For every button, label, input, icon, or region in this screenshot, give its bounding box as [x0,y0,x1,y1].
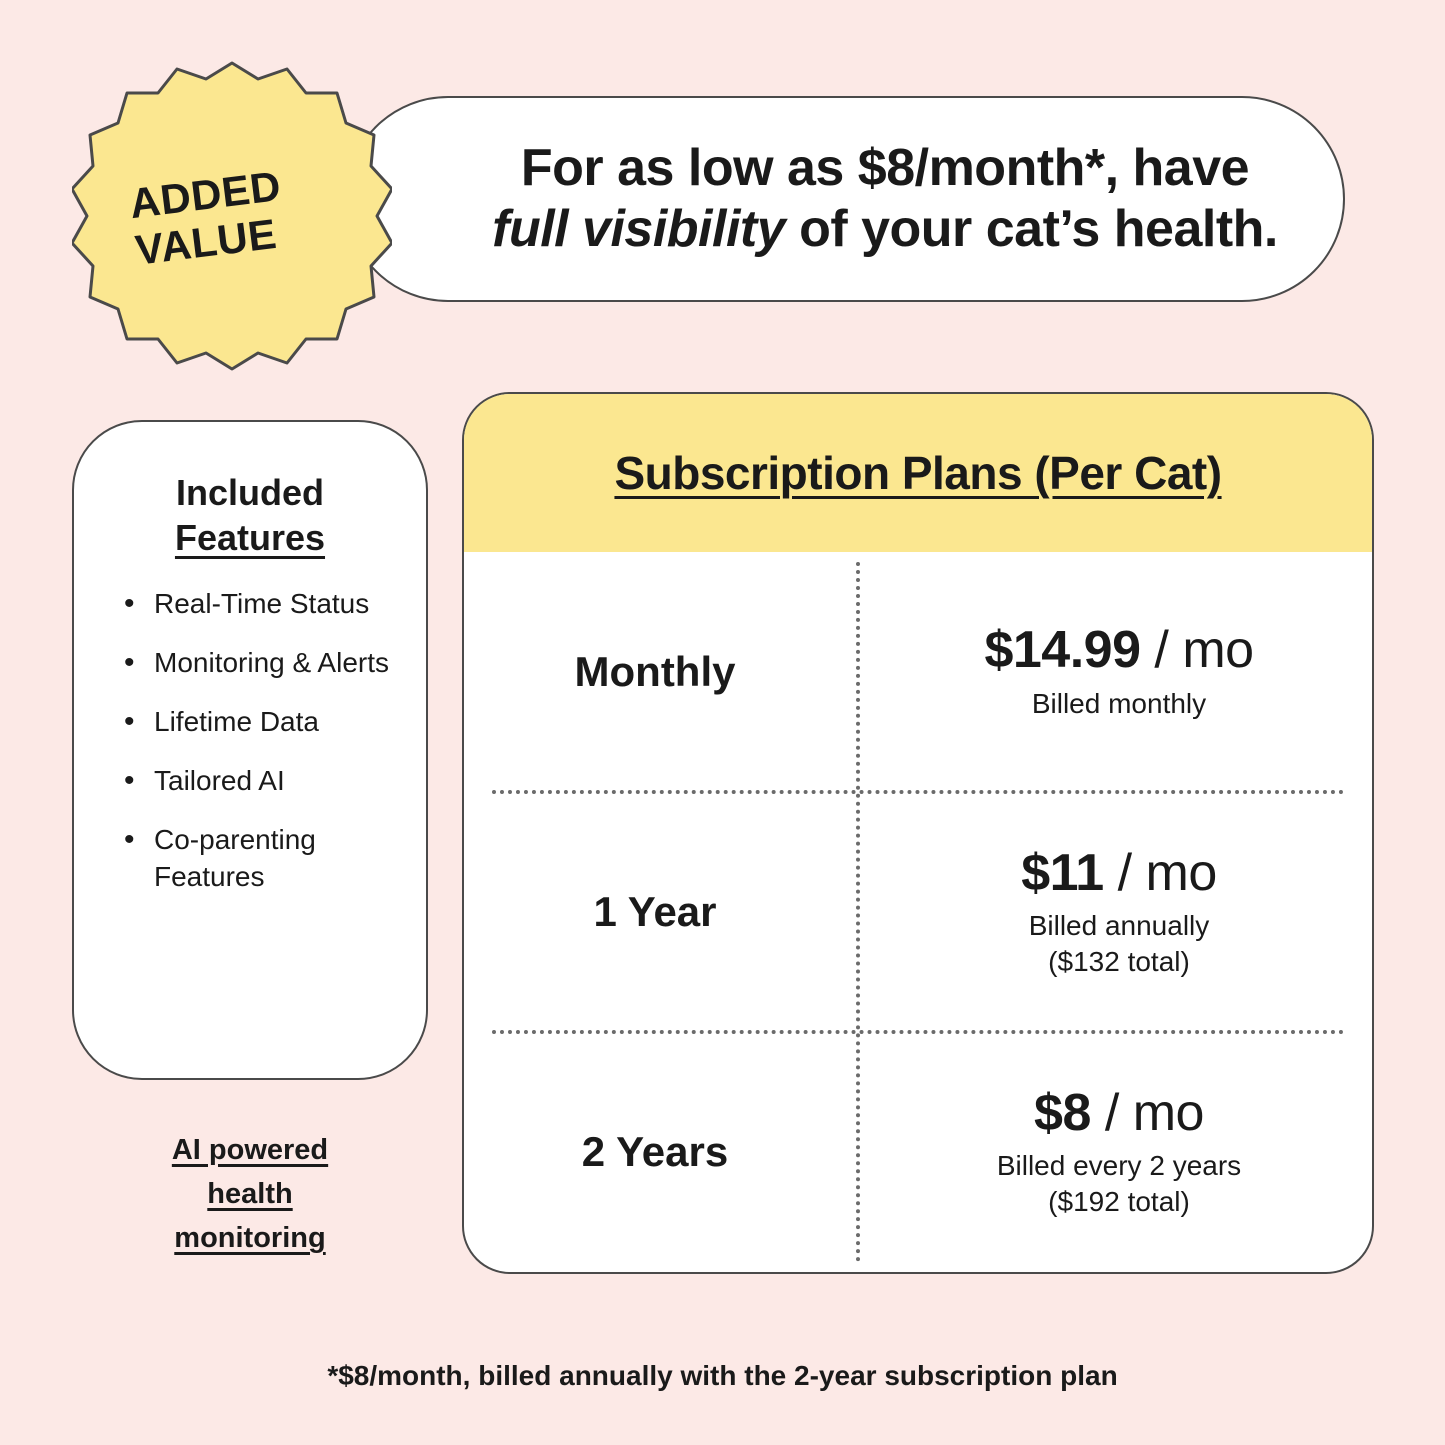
table-row[interactable] [464,1032,1372,1272]
plan-price-amount: $14.99 [984,621,1141,680]
table-row[interactable] [464,552,1372,792]
plan-billing-note-line-1: Billed annually [1028,909,1210,941]
hero-banner [345,96,1345,302]
list-item: • Monitoring & Alerts [122,645,396,682]
plan-price [866,1085,1372,1142]
plan-billing-note-line-2: ($132 total) [1048,945,1190,977]
tagline-line-2: health [207,1178,293,1211]
features-title-line-2: Features [174,517,326,558]
features-title-line-1: Included [175,472,324,513]
plans-table [464,552,1372,1272]
plan-price-amount: $8 [1034,1083,1091,1142]
table-row[interactable] [464,792,1372,1032]
hero-line-1: For as low as $8/month*, have [520,138,1250,197]
subscription-plans-card [462,392,1374,1274]
features-list [104,586,396,896]
badge-label [54,37,411,394]
added-value-badge [72,55,392,375]
plan-price-period: / mo [1090,1083,1204,1142]
plan-term: 1 Year [593,888,717,935]
plan-term: 2 Years [581,1128,729,1175]
plan-term: Monthly [574,648,736,695]
plans-header-title: Subscription Plans (Per Cat) [614,447,1222,499]
plan-billing-note [866,686,1372,722]
plan-price [866,845,1372,902]
features-title [104,470,396,560]
tagline-line-3: monitoring [174,1222,326,1255]
footnote: *$8/month, billed annually with the 2-year subscription plan [327,1360,1118,1391]
plan-billing-note-line-1: Billed monthly [1031,687,1207,719]
list-item: • Co-parenting Features [122,822,396,896]
list-item: • Real-Time Status [122,586,396,623]
plan-price-cell [856,845,1372,980]
plan-price [866,622,1372,679]
list-item: • Lifetime Data [122,704,396,741]
plan-billing-note [866,908,1372,980]
included-features-card [72,420,428,1080]
plan-billing-note [866,1148,1372,1220]
plan-billing-note-line-2: ($192 total) [1048,1185,1190,1217]
badge-line-1: ADDED [127,162,284,228]
badge-line-2: VALUE [132,209,280,274]
tagline-line-1: AI powered [171,1134,329,1166]
plan-price-period: / mo [1103,843,1217,902]
hero-line-2-italic: full visibility [492,200,786,258]
plans-header [464,394,1372,552]
plan-price-amount: $11 [1021,843,1104,902]
plan-price-period: / mo [1140,621,1254,680]
ai-health-tagline [72,1128,428,1260]
list-item: • Tailored AI [122,763,396,800]
hero-line-2-rest: of your cat’s health. [785,200,1278,258]
hero-headline [352,138,1338,261]
plan-price-cell [856,622,1372,721]
plan-billing-note-line-1: Billed every 2 years [996,1149,1242,1181]
plan-price-cell [856,1085,1372,1220]
